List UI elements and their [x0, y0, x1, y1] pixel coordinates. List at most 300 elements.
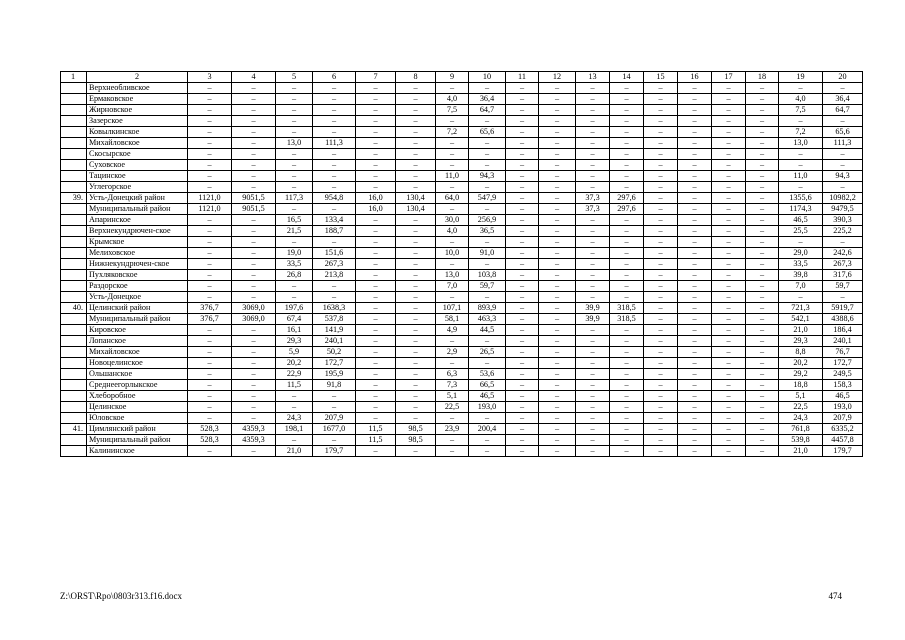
- table-row: [61, 358, 863, 369]
- value-cell: –: [746, 259, 779, 270]
- value-cell: 193,0: [823, 402, 863, 413]
- value-cell: –: [506, 303, 539, 314]
- value-cell: –: [469, 182, 506, 193]
- value-cell: –: [506, 127, 539, 138]
- value-cell: –: [576, 336, 610, 347]
- value-cell: –: [436, 149, 469, 160]
- value-cell: 11,0: [779, 171, 823, 182]
- table-row: [61, 292, 863, 303]
- row-number-cell: [61, 413, 87, 424]
- value-cell: 297,6: [610, 204, 644, 215]
- value-cell: –: [712, 424, 746, 435]
- value-cell: 3069,0: [232, 303, 276, 314]
- value-cell: –: [539, 369, 576, 380]
- value-cell: –: [712, 413, 746, 424]
- value-cell: –: [576, 226, 610, 237]
- value-cell: –: [506, 369, 539, 380]
- name-cell: Усть-Донецкое: [87, 292, 188, 303]
- value-cell: 7,0: [779, 281, 823, 292]
- value-cell: –: [644, 380, 678, 391]
- value-cell: –: [746, 127, 779, 138]
- value-cell: –: [396, 215, 436, 226]
- value-cell: 22,5: [779, 402, 823, 413]
- value-cell: –: [188, 138, 232, 149]
- value-cell: –: [644, 149, 678, 160]
- value-cell: –: [746, 358, 779, 369]
- value-cell: –: [396, 94, 436, 105]
- value-cell: –: [712, 215, 746, 226]
- value-cell: 249,5: [823, 369, 863, 380]
- value-cell: 91,0: [469, 248, 506, 259]
- value-cell: –: [506, 171, 539, 182]
- value-cell: –: [188, 127, 232, 138]
- value-cell: –: [644, 402, 678, 413]
- value-cell: 29,3: [779, 336, 823, 347]
- value-cell: –: [712, 193, 746, 204]
- value-cell: –: [644, 435, 678, 446]
- value-cell: –: [644, 237, 678, 248]
- value-cell: –: [746, 402, 779, 413]
- value-cell: –: [232, 325, 276, 336]
- value-cell: 4,0: [436, 94, 469, 105]
- value-cell: –: [356, 83, 396, 94]
- value-cell: –: [188, 336, 232, 347]
- value-cell: –: [313, 149, 356, 160]
- value-cell: –: [610, 237, 644, 248]
- value-cell: –: [779, 182, 823, 193]
- name-cell: Мелиховское: [87, 248, 188, 259]
- value-cell: –: [712, 149, 746, 160]
- table-row: [61, 83, 863, 94]
- value-cell: 528,3: [188, 435, 232, 446]
- value-cell: –: [712, 446, 746, 457]
- value-cell: –: [712, 369, 746, 380]
- value-cell: –: [576, 171, 610, 182]
- row-number-cell: [61, 270, 87, 281]
- value-cell: –: [678, 391, 712, 402]
- value-cell: –: [746, 446, 779, 457]
- value-cell: 46,5: [779, 215, 823, 226]
- value-cell: –: [469, 138, 506, 149]
- value-cell: –: [712, 347, 746, 358]
- value-cell: –: [188, 237, 232, 248]
- value-cell: –: [232, 446, 276, 457]
- value-cell: –: [746, 347, 779, 358]
- value-cell: –: [644, 182, 678, 193]
- value-cell: –: [712, 204, 746, 215]
- value-cell: –: [678, 204, 712, 215]
- value-cell: 24,3: [276, 413, 313, 424]
- value-cell: –: [576, 391, 610, 402]
- value-cell: 37,3: [576, 204, 610, 215]
- value-cell: –: [188, 215, 232, 226]
- table-row: [61, 270, 863, 281]
- value-cell: –: [610, 149, 644, 160]
- value-cell: –: [644, 226, 678, 237]
- row-number-cell: [61, 281, 87, 292]
- value-cell: –: [469, 149, 506, 160]
- value-cell: –: [576, 105, 610, 116]
- value-cell: 207,9: [313, 413, 356, 424]
- value-cell: –: [678, 83, 712, 94]
- value-cell: –: [396, 380, 436, 391]
- row-number-cell: [61, 259, 87, 270]
- table-row: [61, 237, 863, 248]
- column-number-cell: 4: [232, 72, 276, 83]
- row-number-cell: [61, 402, 87, 413]
- value-cell: –: [678, 160, 712, 171]
- column-number-cell: 12: [539, 72, 576, 83]
- value-cell: –: [232, 127, 276, 138]
- value-cell: –: [678, 127, 712, 138]
- table-row: [61, 160, 863, 171]
- value-cell: –: [746, 105, 779, 116]
- name-cell: Углегорское: [87, 182, 188, 193]
- value-cell: –: [712, 380, 746, 391]
- value-cell: –: [356, 303, 396, 314]
- value-cell: 893,9: [469, 303, 506, 314]
- value-cell: –: [576, 380, 610, 391]
- table-row: [61, 347, 863, 358]
- value-cell: –: [823, 182, 863, 193]
- name-cell: Калининское: [87, 446, 188, 457]
- value-cell: –: [506, 446, 539, 457]
- value-cell: –: [539, 292, 576, 303]
- value-cell: –: [678, 138, 712, 149]
- value-cell: –: [396, 391, 436, 402]
- value-cell: –: [779, 237, 823, 248]
- value-cell: –: [436, 413, 469, 424]
- value-cell: 7,2: [436, 127, 469, 138]
- value-cell: 76,7: [823, 347, 863, 358]
- value-cell: –: [356, 325, 396, 336]
- value-cell: –: [506, 83, 539, 94]
- value-cell: –: [276, 435, 313, 446]
- value-cell: 22,5: [436, 402, 469, 413]
- value-cell: –: [644, 281, 678, 292]
- value-cell: –: [506, 347, 539, 358]
- row-number-cell: [61, 292, 87, 303]
- value-cell: 44,5: [469, 325, 506, 336]
- value-cell: –: [232, 171, 276, 182]
- value-cell: –: [539, 204, 576, 215]
- name-cell: Целинский район: [87, 303, 188, 314]
- value-cell: –: [469, 204, 506, 215]
- value-cell: 197,6: [276, 303, 313, 314]
- value-cell: 29,2: [779, 369, 823, 380]
- table-row: [61, 391, 863, 402]
- value-cell: –: [396, 270, 436, 281]
- value-cell: –: [396, 446, 436, 457]
- value-cell: –: [356, 391, 396, 402]
- row-number-cell: [61, 336, 87, 347]
- value-cell: –: [712, 116, 746, 127]
- value-cell: 18,8: [779, 380, 823, 391]
- value-cell: –: [469, 83, 506, 94]
- value-cell: –: [576, 292, 610, 303]
- row-number-cell: [61, 182, 87, 193]
- value-cell: –: [276, 237, 313, 248]
- value-cell: –: [712, 391, 746, 402]
- table-row: [61, 94, 863, 105]
- value-cell: –: [469, 292, 506, 303]
- value-cell: 297,6: [610, 193, 644, 204]
- value-cell: –: [313, 182, 356, 193]
- value-cell: –: [396, 83, 436, 94]
- value-cell: –: [276, 391, 313, 402]
- value-cell: 7,3: [436, 380, 469, 391]
- value-cell: –: [678, 325, 712, 336]
- value-cell: –: [610, 270, 644, 281]
- value-cell: –: [610, 160, 644, 171]
- row-number-cell: [61, 358, 87, 369]
- value-cell: –: [396, 105, 436, 116]
- value-cell: –: [712, 281, 746, 292]
- value-cell: –: [436, 237, 469, 248]
- value-cell: 19,0: [276, 248, 313, 259]
- value-cell: –: [539, 138, 576, 149]
- value-cell: –: [644, 413, 678, 424]
- value-cell: 13,0: [276, 138, 313, 149]
- value-cell: 256,9: [469, 215, 506, 226]
- value-cell: –: [746, 391, 779, 402]
- value-cell: 46,5: [823, 391, 863, 402]
- value-cell: –: [678, 446, 712, 457]
- value-cell: 4457,8: [823, 435, 863, 446]
- value-cell: –: [539, 237, 576, 248]
- value-cell: –: [712, 171, 746, 182]
- value-cell: –: [539, 281, 576, 292]
- value-cell: –: [506, 204, 539, 215]
- value-cell: 59,7: [469, 281, 506, 292]
- value-cell: 64,7: [823, 105, 863, 116]
- value-cell: 39,9: [576, 314, 610, 325]
- value-cell: 103,8: [469, 270, 506, 281]
- value-cell: –: [610, 182, 644, 193]
- value-cell: –: [506, 391, 539, 402]
- table-row: [61, 248, 863, 259]
- value-cell: –: [469, 259, 506, 270]
- value-cell: 242,6: [823, 248, 863, 259]
- row-number-cell: [61, 127, 87, 138]
- row-number-cell: [61, 160, 87, 171]
- value-cell: 240,1: [823, 336, 863, 347]
- row-number-cell: [61, 325, 87, 336]
- value-cell: –: [678, 116, 712, 127]
- value-cell: 94,3: [823, 171, 863, 182]
- column-number-cell: 16: [678, 72, 712, 83]
- value-cell: –: [644, 116, 678, 127]
- table-row: [61, 149, 863, 160]
- row-number-cell: [61, 149, 87, 160]
- value-cell: –: [396, 336, 436, 347]
- row-number-cell: [61, 446, 87, 457]
- value-cell: –: [469, 237, 506, 248]
- value-cell: –: [746, 160, 779, 171]
- value-cell: 193,0: [469, 402, 506, 413]
- value-cell: 10982,2: [823, 193, 863, 204]
- value-cell: –: [644, 193, 678, 204]
- value-cell: 130,4: [396, 204, 436, 215]
- value-cell: –: [610, 424, 644, 435]
- value-cell: –: [610, 171, 644, 182]
- name-cell: Юловское: [87, 413, 188, 424]
- value-cell: 65,6: [469, 127, 506, 138]
- row-number-cell: [61, 215, 87, 226]
- value-cell: –: [356, 281, 396, 292]
- row-number-cell: [61, 105, 87, 116]
- value-cell: 721,3: [779, 303, 823, 314]
- value-cell: 65,6: [823, 127, 863, 138]
- value-cell: –: [506, 116, 539, 127]
- value-cell: –: [436, 336, 469, 347]
- row-number-cell: [61, 248, 87, 259]
- value-cell: 547,9: [469, 193, 506, 204]
- value-cell: 6335,2: [823, 424, 863, 435]
- value-cell: –: [276, 94, 313, 105]
- value-cell: –: [506, 292, 539, 303]
- value-cell: 13,0: [779, 138, 823, 149]
- name-cell: Скосырское: [87, 149, 188, 160]
- value-cell: –: [539, 270, 576, 281]
- row-number-cell: [61, 380, 87, 391]
- value-cell: –: [746, 369, 779, 380]
- value-cell: –: [823, 292, 863, 303]
- value-cell: –: [576, 215, 610, 226]
- table-row: [61, 171, 863, 182]
- value-cell: –: [678, 259, 712, 270]
- value-cell: –: [712, 303, 746, 314]
- value-cell: 6,3: [436, 369, 469, 380]
- value-cell: –: [506, 149, 539, 160]
- file-path: Z:\ORST\Rpo\0803r313.f16.docx: [60, 591, 182, 601]
- value-cell: 151,6: [313, 248, 356, 259]
- value-cell: –: [712, 259, 746, 270]
- name-cell: Апаринское: [87, 215, 188, 226]
- value-cell: –: [610, 347, 644, 358]
- row-number-cell: 40.: [61, 303, 87, 314]
- value-cell: 5,1: [779, 391, 823, 402]
- value-cell: 1174,3: [779, 204, 823, 215]
- row-number-cell: [61, 83, 87, 94]
- value-cell: –: [356, 116, 396, 127]
- row-number-cell: [61, 171, 87, 182]
- value-cell: 4,0: [436, 226, 469, 237]
- value-cell: –: [712, 336, 746, 347]
- value-cell: 213,8: [313, 270, 356, 281]
- value-cell: –: [188, 226, 232, 237]
- name-cell: Кировское: [87, 325, 188, 336]
- value-cell: 37,3: [576, 193, 610, 204]
- value-cell: –: [276, 204, 313, 215]
- value-cell: –: [712, 160, 746, 171]
- value-cell: –: [678, 171, 712, 182]
- value-cell: –: [539, 83, 576, 94]
- value-cell: 16,0: [356, 204, 396, 215]
- value-cell: –: [539, 259, 576, 270]
- name-cell: Зазерское: [87, 116, 188, 127]
- value-cell: –: [188, 160, 232, 171]
- column-number-cell: 18: [746, 72, 779, 83]
- value-cell: 11,5: [356, 435, 396, 446]
- value-cell: 318,5: [610, 303, 644, 314]
- value-cell: –: [539, 127, 576, 138]
- row-number-cell: [61, 435, 87, 446]
- value-cell: 1121,0: [188, 193, 232, 204]
- value-cell: –: [232, 380, 276, 391]
- value-cell: 10,0: [436, 248, 469, 259]
- value-cell: –: [436, 292, 469, 303]
- value-cell: –: [576, 369, 610, 380]
- column-number-cell: 6: [313, 72, 356, 83]
- value-cell: –: [506, 380, 539, 391]
- value-cell: –: [576, 270, 610, 281]
- table-row: [61, 325, 863, 336]
- value-cell: –: [396, 369, 436, 380]
- value-cell: 207,9: [823, 413, 863, 424]
- value-cell: –: [313, 83, 356, 94]
- value-cell: –: [712, 138, 746, 149]
- value-cell: –: [576, 83, 610, 94]
- value-cell: –: [610, 105, 644, 116]
- value-cell: –: [539, 336, 576, 347]
- value-cell: –: [276, 160, 313, 171]
- value-cell: –: [610, 435, 644, 446]
- value-cell: –: [823, 149, 863, 160]
- value-cell: –: [610, 215, 644, 226]
- value-cell: –: [539, 380, 576, 391]
- value-cell: –: [746, 204, 779, 215]
- name-cell: Жирновское: [87, 105, 188, 116]
- value-cell: –: [276, 83, 313, 94]
- value-cell: 16,5: [276, 215, 313, 226]
- value-cell: –: [469, 336, 506, 347]
- value-cell: –: [712, 314, 746, 325]
- value-cell: –: [576, 435, 610, 446]
- value-cell: –: [539, 446, 576, 457]
- value-cell: –: [232, 182, 276, 193]
- value-cell: –: [232, 259, 276, 270]
- value-cell: –: [232, 336, 276, 347]
- value-cell: 240,1: [313, 336, 356, 347]
- value-cell: –: [539, 182, 576, 193]
- value-cell: –: [712, 94, 746, 105]
- value-cell: –: [712, 127, 746, 138]
- value-cell: –: [539, 105, 576, 116]
- value-cell: –: [313, 105, 356, 116]
- value-cell: –: [188, 413, 232, 424]
- value-cell: –: [712, 248, 746, 259]
- table-row: [61, 226, 863, 237]
- value-cell: 94,3: [469, 171, 506, 182]
- value-cell: –: [188, 380, 232, 391]
- value-cell: –: [313, 402, 356, 413]
- value-cell: –: [644, 160, 678, 171]
- value-cell: 761,8: [779, 424, 823, 435]
- value-cell: 39,8: [779, 270, 823, 281]
- value-cell: –: [539, 94, 576, 105]
- value-cell: –: [232, 358, 276, 369]
- value-cell: 25,5: [779, 226, 823, 237]
- value-cell: –: [436, 116, 469, 127]
- value-cell: 36,4: [469, 94, 506, 105]
- row-number-cell: [61, 369, 87, 380]
- name-cell: Нижнекундрючен-ское: [87, 259, 188, 270]
- value-cell: 954,8: [313, 193, 356, 204]
- value-cell: 7,5: [779, 105, 823, 116]
- value-cell: –: [396, 237, 436, 248]
- name-cell: Тацинское: [87, 171, 188, 182]
